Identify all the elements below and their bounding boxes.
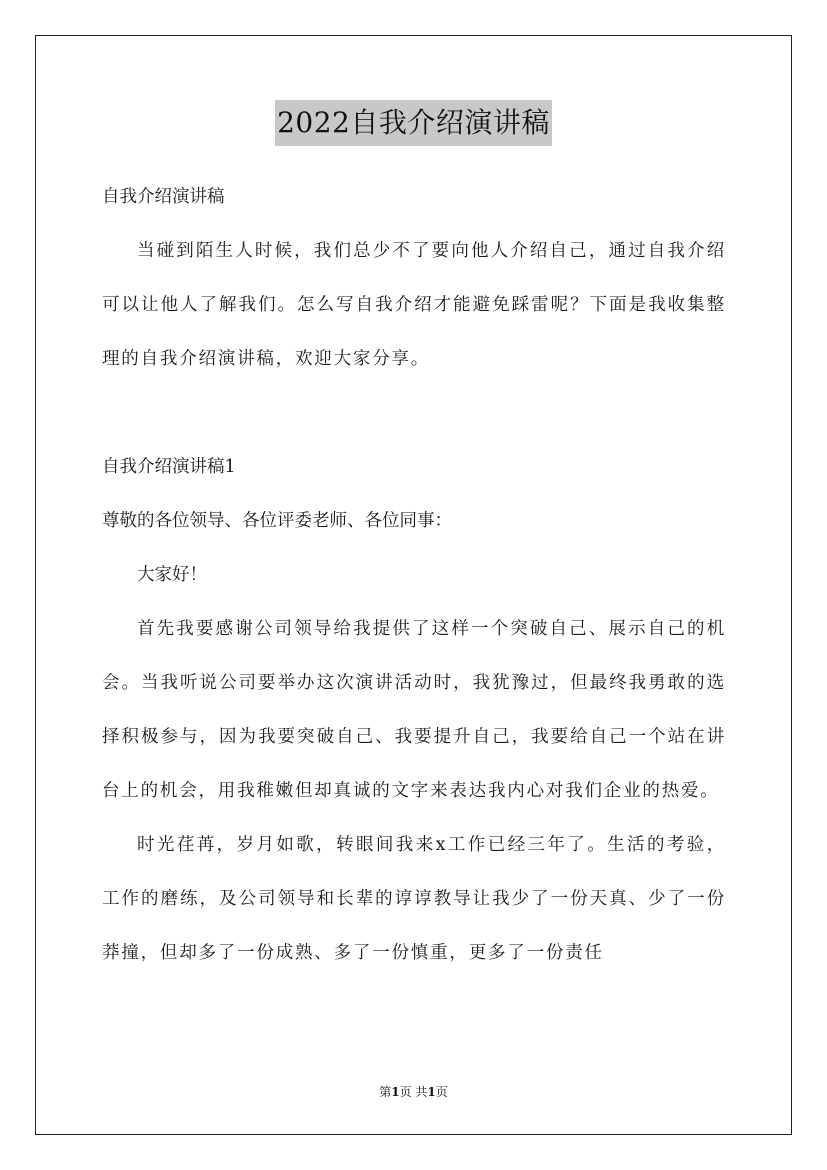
document-body <box>102 170 726 980</box>
salutation: 尊敬的各位领导、各位评委老师、各位同事： <box>102 511 452 531</box>
blank-line <box>102 386 726 440</box>
section-heading: 自我介绍演讲稿1 <box>102 457 236 477</box>
footer-page-mid: 页 共 <box>399 1085 428 1099</box>
intro-paragraph: 当碰到陌生人时候，我们总少不了要向他人介绍自己，通过自我介绍可以让他人了解我们。怎么写自我介绍才能避免踩雷呢？下面是我收集整理的自我介绍演讲稿，欢迎大家分享。 <box>102 241 726 369</box>
document-title: 2022自我介绍演讲稿 <box>275 100 552 146</box>
greeting: 大家好！ <box>137 565 207 585</box>
title-container <box>0 100 827 146</box>
footer-page-suffix: 页 <box>435 1085 448 1099</box>
footer-page-total: 1 <box>427 1085 436 1099</box>
footer-page-number: 1 <box>391 1085 400 1099</box>
document-subtitle: 自我介绍演讲稿 <box>102 187 225 207</box>
body-paragraph-2: 时光荏苒，岁月如歌，转眼间我来x工作已经三年了。生活的考验，工作的磨练，及公司领导和长辈的谆谆教导让我少了一份天真、少了一份莽撞，但却多了一份成熟、多了一份慎重，更多了一份责任 <box>102 835 726 963</box>
footer-page-prefix: 第 <box>379 1085 392 1099</box>
body-paragraph-1: 首先我要感谢公司领导给我提供了这样一个突破自己、展示自己的机会。当我听说公司要举办这次演讲活动时，我犹豫过，但最终我勇敢的选择积极参与，因为我要突破自己、我要提升自己，我要给自己一个站在讲台上的机会，用我稚嫩但却真诚的文字来表达我内心对我们企业的热爱。 <box>102 619 726 801</box>
page-footer <box>0 1083 827 1100</box>
